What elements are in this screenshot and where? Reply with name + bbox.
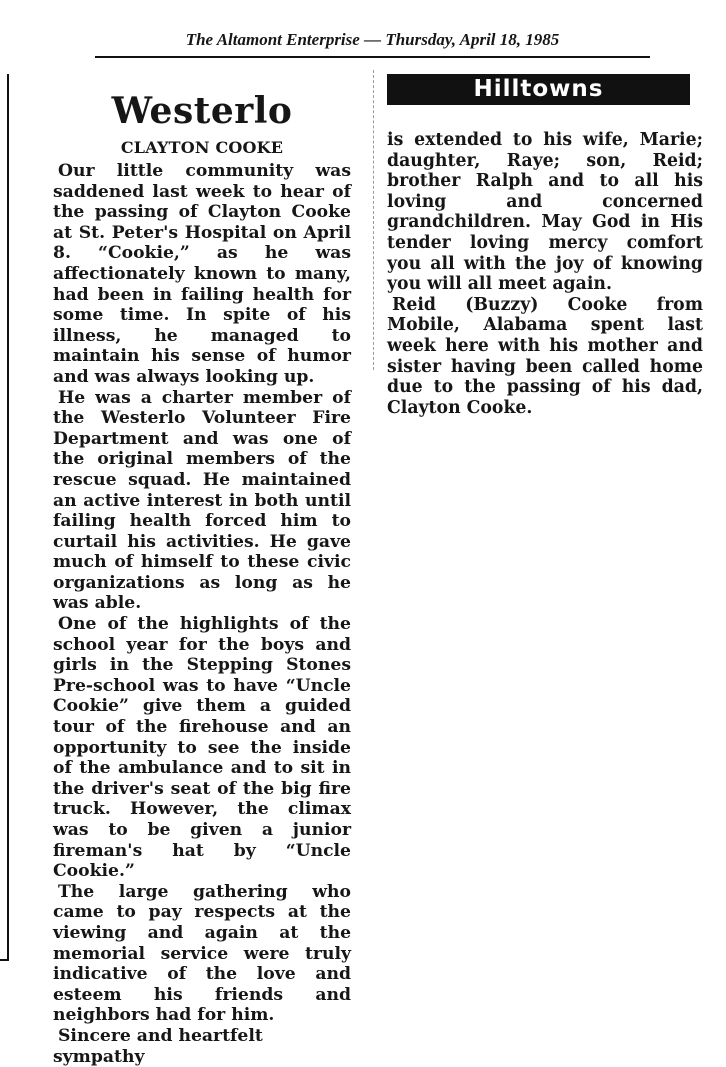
left-column: [53, 78, 351, 1067]
obituary-byline: CLAYTON COOKE: [120, 138, 284, 157]
article-paragraph: He was a charter member of the Westerlo Volunteer Fire Department and was one of the original members of the rescue squad. He maintained an active interest in both until failing health forced him to curtail his activities. He gave much of himself to these civic organizations as long as he was able.: [53, 387, 351, 614]
newspaper-masthead: The Altamont Enterprise — Thursday, April 18, 1985: [95, 26, 650, 58]
article-paragraph: Sincere and heartfelt sympathy: [53, 1025, 263, 1067]
column-heading: Westerlo: [111, 90, 293, 132]
article-paragraph: Reid (Buzzy) Cooke from Mobile, Alabama spent last week here with his mother and sister having been called home due to the passing of his dad, Clayton Cooke.: [387, 294, 703, 418]
corner-rule: [0, 959, 9, 961]
article-paragraph: is extended to his wife, Marie; daughter, Raye; son, Reid; brother Ralph and to all his loving and concerned grandchildren. May God in His tender loving mercy comfort you all with the joy of knowing you will all meet again.: [387, 130, 703, 295]
column-divider: [373, 70, 375, 370]
article-paragraph: One of the highlights of the school year for the boys and girls in the Stepping Stones Pre-school was to have “Uncle Cookie” give them a guided tour of the firehouse and an opportunity to see the inside of the ambulance and to sit in the driver's seat of the big fire truck. However, the climax was to be given a junior fireman's hat by “Uncle Cookie.”: [53, 614, 351, 882]
left-column-rule: [7, 74, 9, 960]
section-banner: Hilltowns: [387, 74, 690, 105]
article-paragraph: The large gathering who came to pay respects at the viewing and again at the memorial service were truly indicative of the love and esteem his friends and neighbors had for him.: [53, 881, 351, 1026]
article-paragraph: Our little community was saddened last week to hear of the passing of Clayton Cooke at St. Peter's Hospital on April 8. “Cookie,” as he was affectionately known to many, had been in failing health for some time. In spite of his illness, he managed to maintain his sense of humor and was always looking up.: [53, 161, 351, 387]
right-column: [387, 74, 703, 418]
